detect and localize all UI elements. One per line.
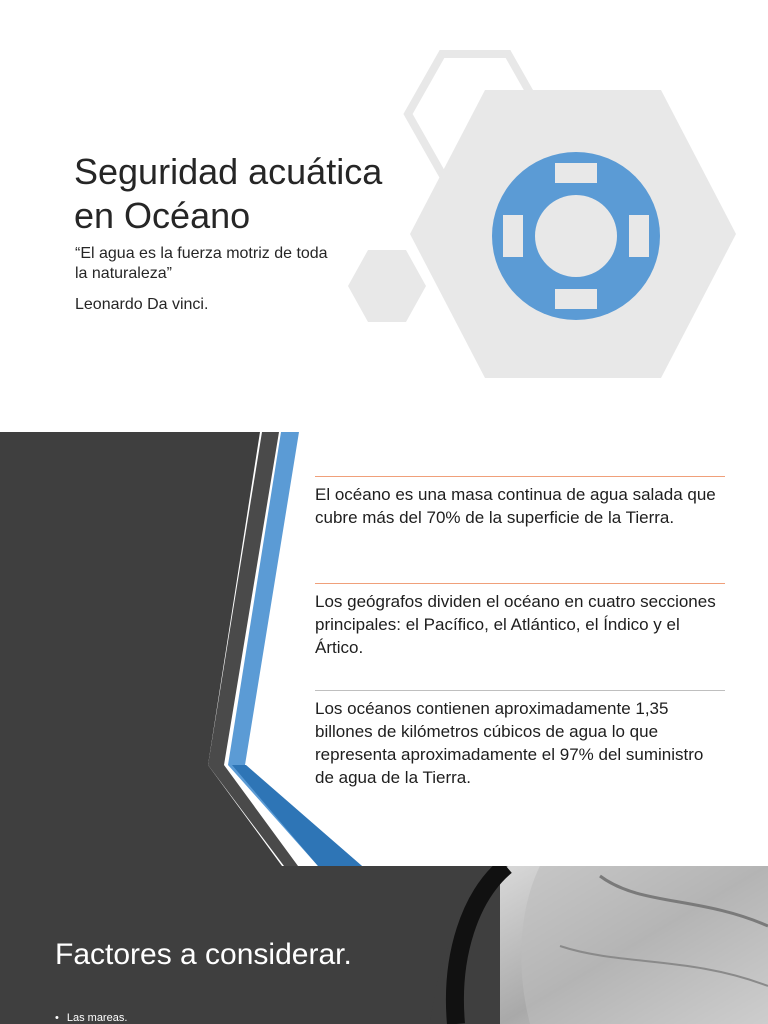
fact-2: Los geógrafos dividen el océano en cuatro secciones principales: el Pacífico, el Atlántico, el Índico y el Ártico. bbox=[315, 583, 725, 659]
bullet-dot: • bbox=[55, 1012, 59, 1024]
slide-title-heading bbox=[74, 150, 404, 238]
fact-3: Los océanos contienen aproximadamente 1,35 billones de kilómetros cúbicos de agua lo que representa aproximadamente el 97% del suministro de agua de la Tierra. bbox=[315, 690, 725, 789]
quote-text: “El agua es la fuerza motriz de toda la naturaleza” bbox=[75, 245, 328, 282]
title-line-2: en Océano bbox=[74, 195, 251, 236]
factors-heading: Factores a considerar. bbox=[55, 938, 352, 971]
lifebuoy-icon bbox=[492, 152, 660, 320]
hexagon-small bbox=[348, 250, 426, 322]
fact-1: El océano es una masa continua de agua salada que cubre más del 70% de la superficie de la Tierra. bbox=[315, 476, 725, 529]
slide-factors bbox=[0, 866, 768, 1024]
bullet-item bbox=[55, 1012, 127, 1024]
bullet-text: Las mareas. bbox=[66, 1012, 128, 1024]
slide-title bbox=[0, 0, 768, 432]
slide-ocean-facts bbox=[0, 432, 768, 866]
title-line-1: Seguridad acuática bbox=[74, 151, 383, 192]
quote-author: Leonardo Da vinci. bbox=[75, 296, 209, 313]
